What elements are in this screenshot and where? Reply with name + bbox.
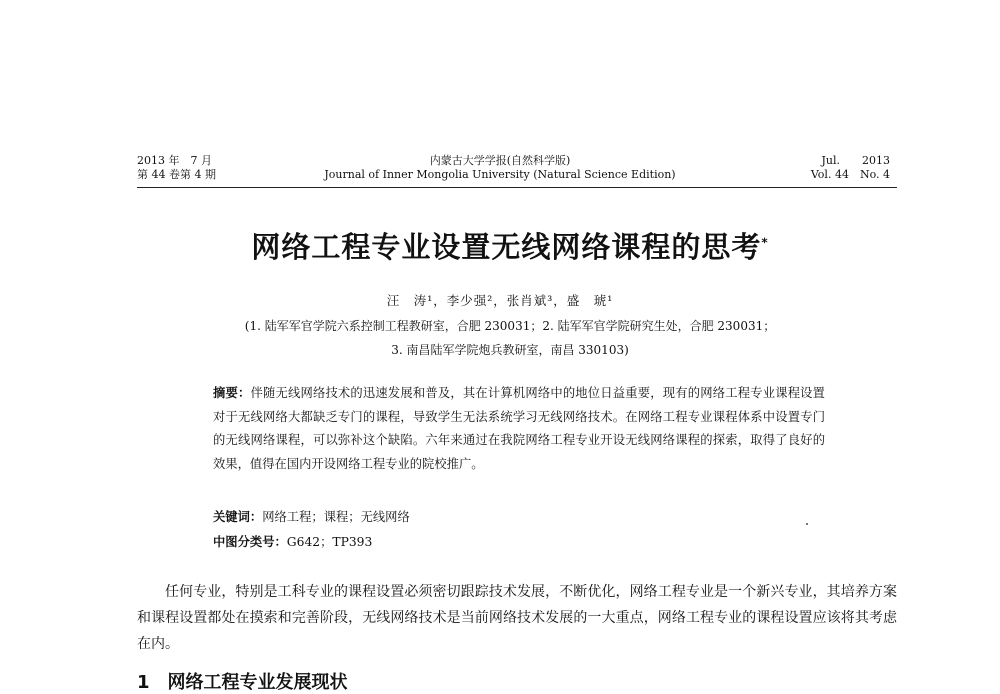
author-list: 汪 涛¹，李少强²，张肖斌³，盛 琥¹ — [386, 293, 614, 308]
publication-date-en: Jul. 2013 — [821, 154, 890, 167]
keywords-label: 关键词： — [213, 510, 263, 524]
classification-label: 中图分类号： — [213, 535, 287, 549]
section-heading: 1 网络工程专业发展现状 — [137, 672, 348, 693]
abstract-text: 伴随无线网络技术的迅速发展和普及，其在计算机网络中的地位日益重要，现有的网络工程专业课程设置对于无线网络大都缺乏专门的课程，导致学生无法系统学习无线网络技术。在网络工程专业课程体系中设置专门的无线网络课程，可以弥补这个缺陷。六年来通过在我院网络工程专业开设无线网络课程的探索，取得了良好的效果，值得在国内开设网络工程专业的院校推广。 — [213, 386, 825, 471]
issue-number: 第 44 卷第 4 期 — [137, 168, 216, 181]
title-footnote-mark: * — [761, 235, 769, 250]
volume-en: Vol. 44 No. 4 — [810, 168, 890, 181]
journal-name-en: Journal of Inner Mongolia University (Natural Science Edition) — [324, 168, 676, 181]
classification-number — [213, 532, 372, 550]
header-divider — [137, 187, 897, 188]
header-left — [137, 154, 216, 182]
header-right — [790, 154, 890, 182]
scan-speck — [806, 523, 808, 525]
journal-name-cn: 内蒙古大学学报(自然科学版) — [429, 154, 571, 167]
paper-title — [160, 225, 860, 266]
abstract — [213, 382, 825, 476]
keywords-text: 网络工程；课程；无线网络 — [262, 510, 410, 524]
classification-text: G642；TP393 — [286, 535, 373, 549]
affiliation-line-2: 3. 南昌陆军学院炮兵教研室，南昌 330103) — [391, 343, 629, 357]
paper-title-text: 网络工程专业设置无线网络课程的思考 — [251, 230, 762, 264]
affiliation-line-1: (1. 陆军军官学院六系控制工程教研室，合肥 230031；2. 陆军军官学院研究生处，合肥 230031； — [244, 319, 776, 333]
header-center — [300, 154, 700, 182]
intro-paragraph: 任何专业，特别是工科专业的课程设置必须密切跟踪技术发展，不断优化，网络工程专业是一个新兴专业，其培养方案和课程设置都处在摸索和完善阶段，无线网络技术是当前网络技术发展的一大重点，网络工程专业的课程设置应该将其考虑在内。 — [137, 584, 897, 652]
keywords — [213, 507, 410, 525]
publication-date: 2013 年 7 月 — [137, 154, 212, 167]
abstract-label: 摘要： — [213, 386, 251, 400]
